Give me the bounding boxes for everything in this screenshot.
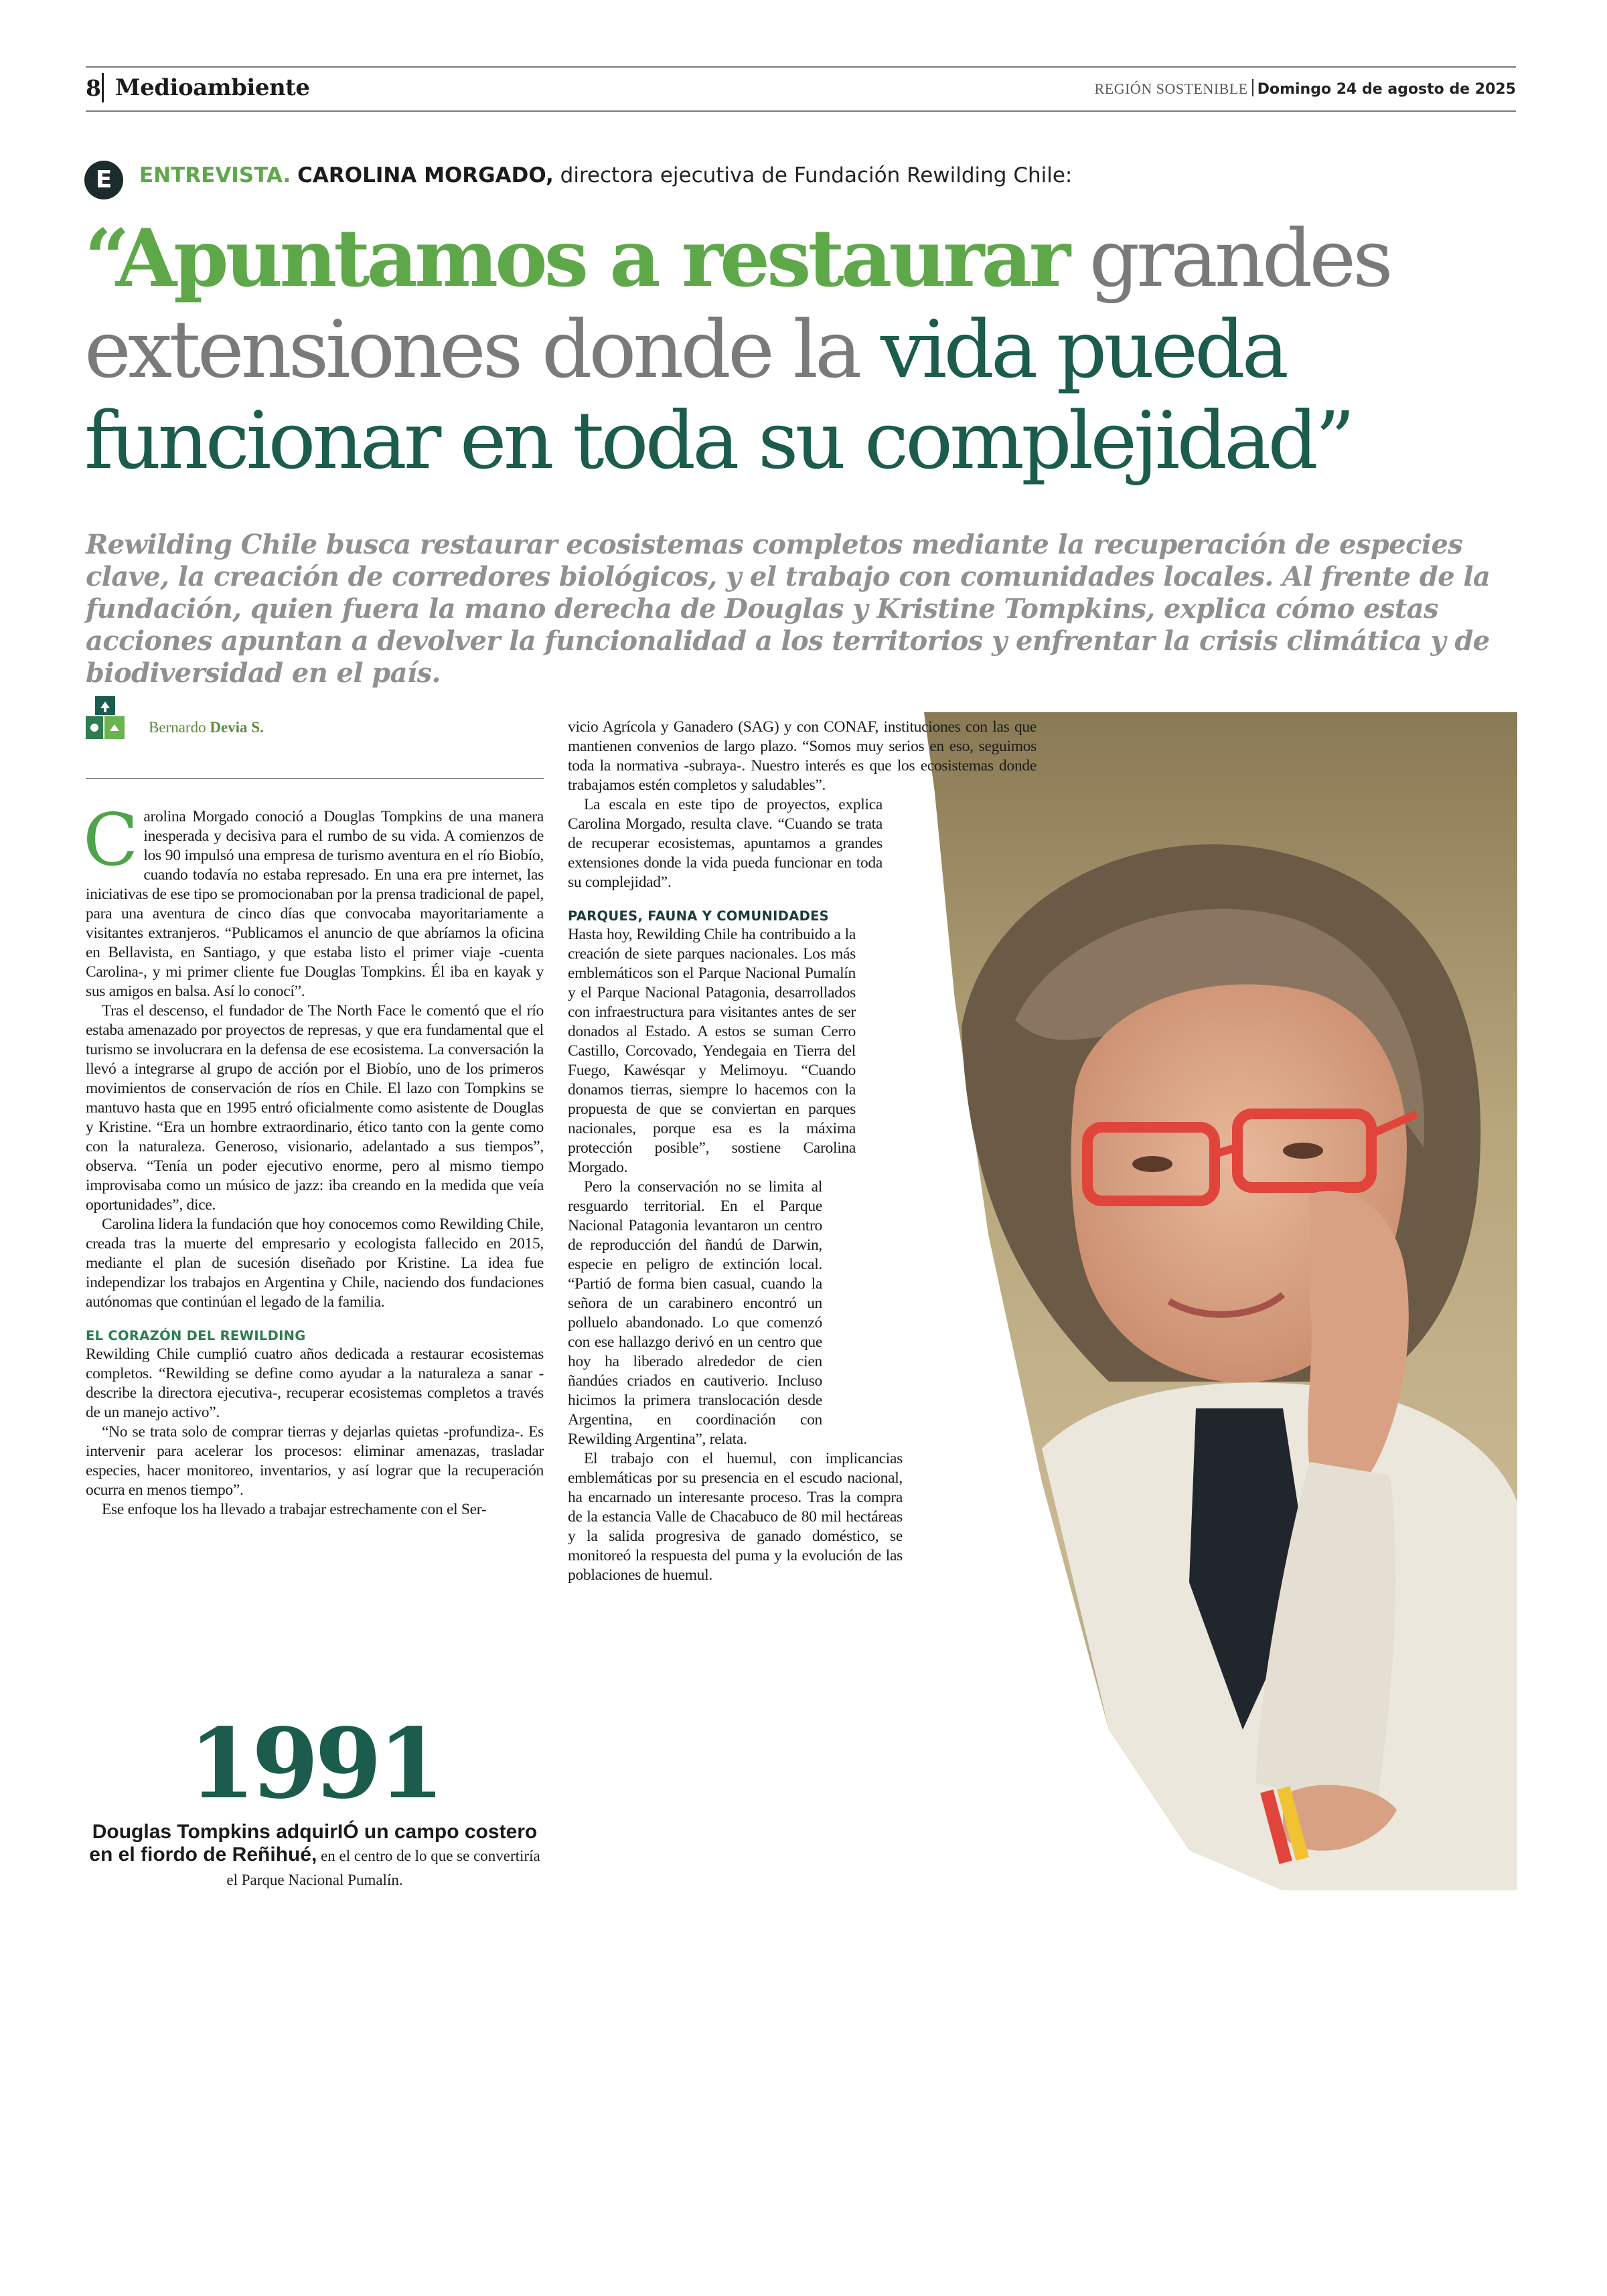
header-separator <box>102 73 104 102</box>
body-paragraph-7: vicio Agrícola y Ganadero (SAG) y con CONAF, instituciones con las que mantienen convenios de largo plazo. “Somos muy serios en eso, seguimos toda la normativa -subraya-. Nuestro interés es que los ecosistemas donde trabajamos estén completos y saludables”. <box>568 718 1037 794</box>
body-paragraph-2: Tras el descenso, el fundador de The North Face le comentó que el río estaba amenazado por proyectos de represas, y que era fundamental que el turismo se involucrara en la defensa de ese ecosistema. La conversación la llevó a integrarse al grupo de acción por el Biobío, uno de los primeros movimientos de conservación de ríos en Chile. El lazo con Tompkins se mantuvo hasta que en 1995 entró oficialmente como asistente de Douglas y Kristine. “Era un hombre extraordinario, ético tanto con la gente como con la naturaleza. Generoso, visionario, adelantado a sus tiempos”, observa. “Tenía un poder ejecutivo enorme, pero al mismo tiempo improvisaba como un músico de jazz: iba creando en la medida que veía oportunidades”, dice. <box>86 1002 544 1214</box>
kicker-label: ENTREVISTA. <box>139 163 291 187</box>
body-paragraph-8: La escala en este tipo de proyectos, explica Carolina Morgado, resulta clave. “Cuando se trata de recuperar ecosistemas, apuntamos a grandes extensiones donde la vida pueda funcionar en toda su complejidad”. <box>568 796 883 891</box>
subhead-parques: PARQUES, FAUNA Y COMUNIDADES <box>568 908 830 924</box>
body-text: arolina Morgado conoció a Douglas Tompkins de una manera inesperada y decisiva para el rumbo de su vida. A comienzos de los 90 impulsó una empresa de turismo aventura en el río Biobío, cuando todavía no estaba represado. En una era pre internet, las iniciativas de ese tipo se promocionaban por la prensa tradicional de papel, para una aventura de cinco días que convocaba mayoritariamente a visitantes extranjeros. “Publicamos el anuncio de que abríamos la oficina en Bellavista, en Santiago, y que estaba listo el primer viaje -cuenta Carolina-, y mi primer cliente fue Douglas Tompkins. Él iba en kayak y sus amigos en balsa. Así lo conocí”. <box>86 808 544 1000</box>
body-paragraph-4: Rewilding Chile cumplió cuatro años dedicada a restaurar ecosistemas completos. “Rewilding se define como ayudar a la naturaleza a sanar -describe la directora ejecutiva-, recuperar ecosistemas completos a través de un manejo activo”. <box>86 1345 544 1421</box>
body-paragraph-3: Carolina lidera la fundación que hoy conocemos como Rewilding Chile, creada tras la muerte del empresario y ecologista fallecido en 2015, mediante el plan de sucesión diseñado por Kristine. La idea fue independizar los trabajos en Argentina y Chile, naciendo dos fundaciones autónomas que continúan el legado de la familia. <box>86 1216 544 1311</box>
stat-bold-text: Douglas Tompkins adquirIÓ un campo costero en el fiordo de Reñihué, <box>89 1821 538 1866</box>
body-paragraph-9: Hasta hoy, Rewilding Chile ha contribuido a la creación de siete parques nacionales. Los más emblemáticos son el Parque Nacional Pumalín y el Parque Nacional Patagonia, desarrollados con infraestructura para visitantes antes de ser donados al Estado. A estos se suman Cerro Castillo, Corcovado, Yendegaia en Tierra del Fuego, Kawésqar y Melimoyu. “Cuando donamos tierras, siempre lo hacemos con la propuesta de que se conviertan en parques nacionales, porque esa es la máxima protección posible”, sostiene Carolina Morgado. <box>568 926 856 1176</box>
headline-part-2: grandes extensiones donde la <box>84 212 1390 396</box>
stat-small-text: en el centro de lo que se convertiría el Parque Nacional Pumalín. <box>226 1848 540 1888</box>
body-paragraph-6: Ese enfoque los ha llevado a trabajar estrechamente con el Ser- <box>102 1501 487 1518</box>
author-logo-icon <box>86 696 125 739</box>
byline <box>149 719 264 736</box>
deck-summary: Rewilding Chile busca restaurar ecosistemas completos mediante la recuperación de especies clave, la creación de corredores biológicos, y el trabajo con comunidades locales. Al frente de la fundación, quien fuera la mano derecha de Douglas y Kristine Tompkins, explica cómo estas acciones apuntan a devolver la funcionalidad a los territorios y enfrentar la crisis climática y de biodiversidad en el país. <box>86 529 1490 689</box>
header-bottom-rule <box>86 110 1516 112</box>
body-paragraph-11: El trabajo con el huemul, con implicancias emblemáticas por su presencia en el escudo nacional, ha encarnado un interesante proceso. Tras la compra de la estancia Valle de Chacabuco de 80 mil hectáreas y la salida progresiva de ganado doméstico, se monitoreó la respuesta del puma y la evolución de las poblaciones de huemul. <box>568 1450 903 1584</box>
headline-part-3: vida pueda funcionar en toda su complejidad” <box>84 303 1353 487</box>
body-column-2 <box>568 718 1037 1585</box>
interview-badge-icon: E <box>84 161 123 199</box>
body-paragraph-1 <box>83 799 544 1001</box>
publication-date: Domingo 24 de agosto de 2025 <box>1257 81 1516 98</box>
stat-number: 1991 <box>188 1707 441 1820</box>
publication-separator <box>1252 79 1253 96</box>
page-number: 8 <box>86 75 101 101</box>
body-paragraph-5: “No se trata solo de comprar tierras y dejarlas quietas -profundiza-. Es intervenir para acelerar los procesos: eliminar amenazas, trasladar especies, hacer monitoreo, inventarios, y así lograr que la recuperación ocurra en menos tiempo”. <box>86 1423 544 1499</box>
headline-part-1: “Apuntamos a restaurar <box>84 212 1068 305</box>
drop-cap: C <box>83 799 139 882</box>
subhead-corazon: EL CORAZÓN DEL REWILDING <box>86 1328 306 1343</box>
byline-first-name: Bernardo <box>149 719 206 736</box>
kicker-name: CAROLINA MORGADO, <box>297 163 554 187</box>
body-paragraph-10: Pero la conservación no se limita al resguardo territorial. En el Parque Nacional Patagonia levantaron un centro de reproducción del ñandú de Darwin, especie en peligro de extinción local. “Partió de forma bien casual, cuando la señora de un carabinero encontró un polluelo abandonado. Lo que comenzó con ese hallazgo derivó en un centro que hoy ha liberado alrededor de cien ñandúes criados en cautiverio. Incluso hicimos la primera translocación desde Argentina, en coordinación con Rewilding Argentina”, relata. <box>568 1178 822 1448</box>
kicker-role: directora ejecutiva de Fundación Rewilding Chile: <box>553 163 1073 187</box>
publication-name: REGIÓN SOSTENIBLE <box>1094 80 1248 97</box>
section-title: Medioambiente <box>115 74 310 101</box>
byline-rule <box>86 778 544 779</box>
header-top-rule <box>86 66 1516 68</box>
body-column-1 <box>83 799 544 1520</box>
publication-info <box>1095 79 1516 98</box>
stat-caption <box>86 1821 544 1892</box>
headline <box>84 213 1517 486</box>
kicker <box>139 163 1072 187</box>
byline-last-name: Devia S. <box>210 719 264 736</box>
